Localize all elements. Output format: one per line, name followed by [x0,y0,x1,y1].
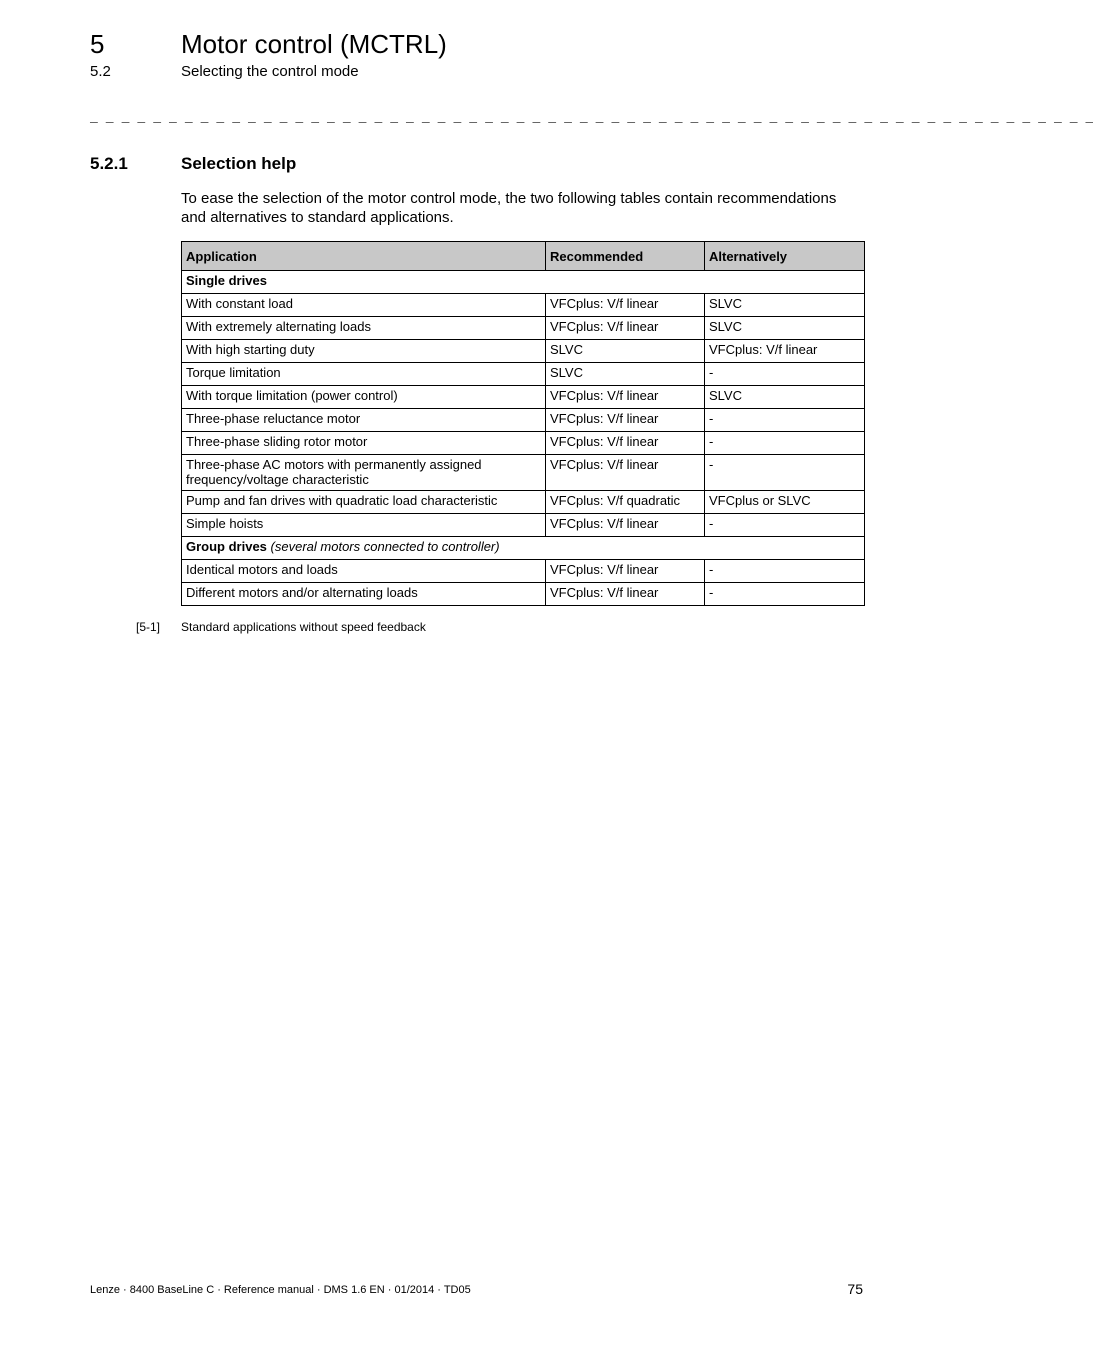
group-label: Single drives [182,271,865,294]
table-cell: VFCplus: V/f linear [546,560,705,583]
section-title: Selecting the control mode [181,63,359,80]
table-cell: With extremely alternating loads [182,317,546,340]
table-cell: - [705,363,865,386]
table-cell: Identical motors and loads [182,560,546,583]
table-cell: VFCplus: V/f quadratic [546,491,705,514]
table-caption: Standard applications without speed feedback [181,620,426,634]
table-row [182,455,865,491]
table-cell: SLVC [705,294,865,317]
table-cell: VFCplus: V/f linear [546,514,705,537]
table-row [182,363,865,386]
table-cell: Three-phase sliding rotor motor [182,432,546,455]
table-cell: VFCplus: V/f linear [546,294,705,317]
page-number: 75 [847,1281,863,1297]
table-row [182,294,865,317]
chapter-title: Motor control (MCTRL) [181,29,447,59]
table-cell: Simple hoists [182,514,546,537]
table-cell: SLVC [546,340,705,363]
chapter-number: 5 [90,29,105,59]
subsection-number: 5.2.1 [90,154,128,173]
table-row [182,409,865,432]
table-cell: SLVC [705,386,865,409]
table-row [182,560,865,583]
table-caption-number: [5-1] [136,620,161,634]
table-cell: With high starting duty [182,340,546,363]
table-cell: Three-phase AC motors with permanently assigned frequency/voltage characteristic [182,455,546,491]
table-cell: SLVC [705,317,865,340]
group-label: Group drives [186,539,267,554]
table-row [182,386,865,409]
table-header-row [182,242,865,271]
table-cell: VFCplus: V/f linear [546,432,705,455]
table-cell: Torque limitation [182,363,546,386]
table-cell: SLVC [546,363,705,386]
table-cell: VFCplus or SLVC [705,491,865,514]
table-row [182,317,865,340]
table-row [182,583,865,606]
table-row [182,491,865,514]
group-note: (several motors connected to controller) [270,539,500,554]
table-cell: VFCplus: V/f linear [546,409,705,432]
table-row [182,514,865,537]
table-cell: - [705,583,865,606]
table-cell: VFCplus: V/f linear [705,340,865,363]
footer-text: Lenze · 8400 BaseLine C · Reference manual · DMS 1.6 EN · 01/2014 · TD05 [90,1284,471,1296]
column-header: Alternatively [705,242,865,271]
intro-paragraph: To ease the selection of the motor control mode, the two following tables contain recommendations and alternatives to standard applications. [181,190,837,226]
table-row [182,432,865,455]
table-cell: Different motors and/or alternating loads [182,583,546,606]
table-cell: - [705,560,865,583]
table-cell: - [705,455,865,491]
group-row [182,537,865,560]
column-header: Application [182,242,546,271]
table-cell: With constant load [182,294,546,317]
table-cell: VFCplus: V/f linear [546,455,705,491]
group-row [182,271,865,294]
table-cell: Three-phase reluctance motor [182,409,546,432]
group-cell [182,537,865,560]
table-cell: VFCplus: V/f linear [546,386,705,409]
section-number: 5.2 [90,63,111,80]
table-cell: - [705,514,865,537]
table-cell: With torque limitation (power control) [182,386,546,409]
table-row [182,340,865,363]
table-cell: VFCplus: V/f linear [546,583,705,606]
table-cell: - [705,432,865,455]
column-header: Recommended [546,242,705,271]
subsection-title: Selection help [181,154,297,173]
selection-table [181,241,865,606]
table-cell: Pump and fan drives with quadratic load characteristic [182,491,546,514]
table-cell: - [705,409,865,432]
header-dashed-rule: _ _ _ _ _ _ _ _ _ _ _ _ _ _ _ _ _ _ _ _ _ _ _ _ _ _ _ _ _ _ _ _ _ _ _ _ _ _ _ _ _ _ _ _ _ _ _ _ _ _ _ _ _ _ _ _ _ _ _ _ _ _ _ _ [90,110,1093,125]
table-cell: VFCplus: V/f linear [546,317,705,340]
